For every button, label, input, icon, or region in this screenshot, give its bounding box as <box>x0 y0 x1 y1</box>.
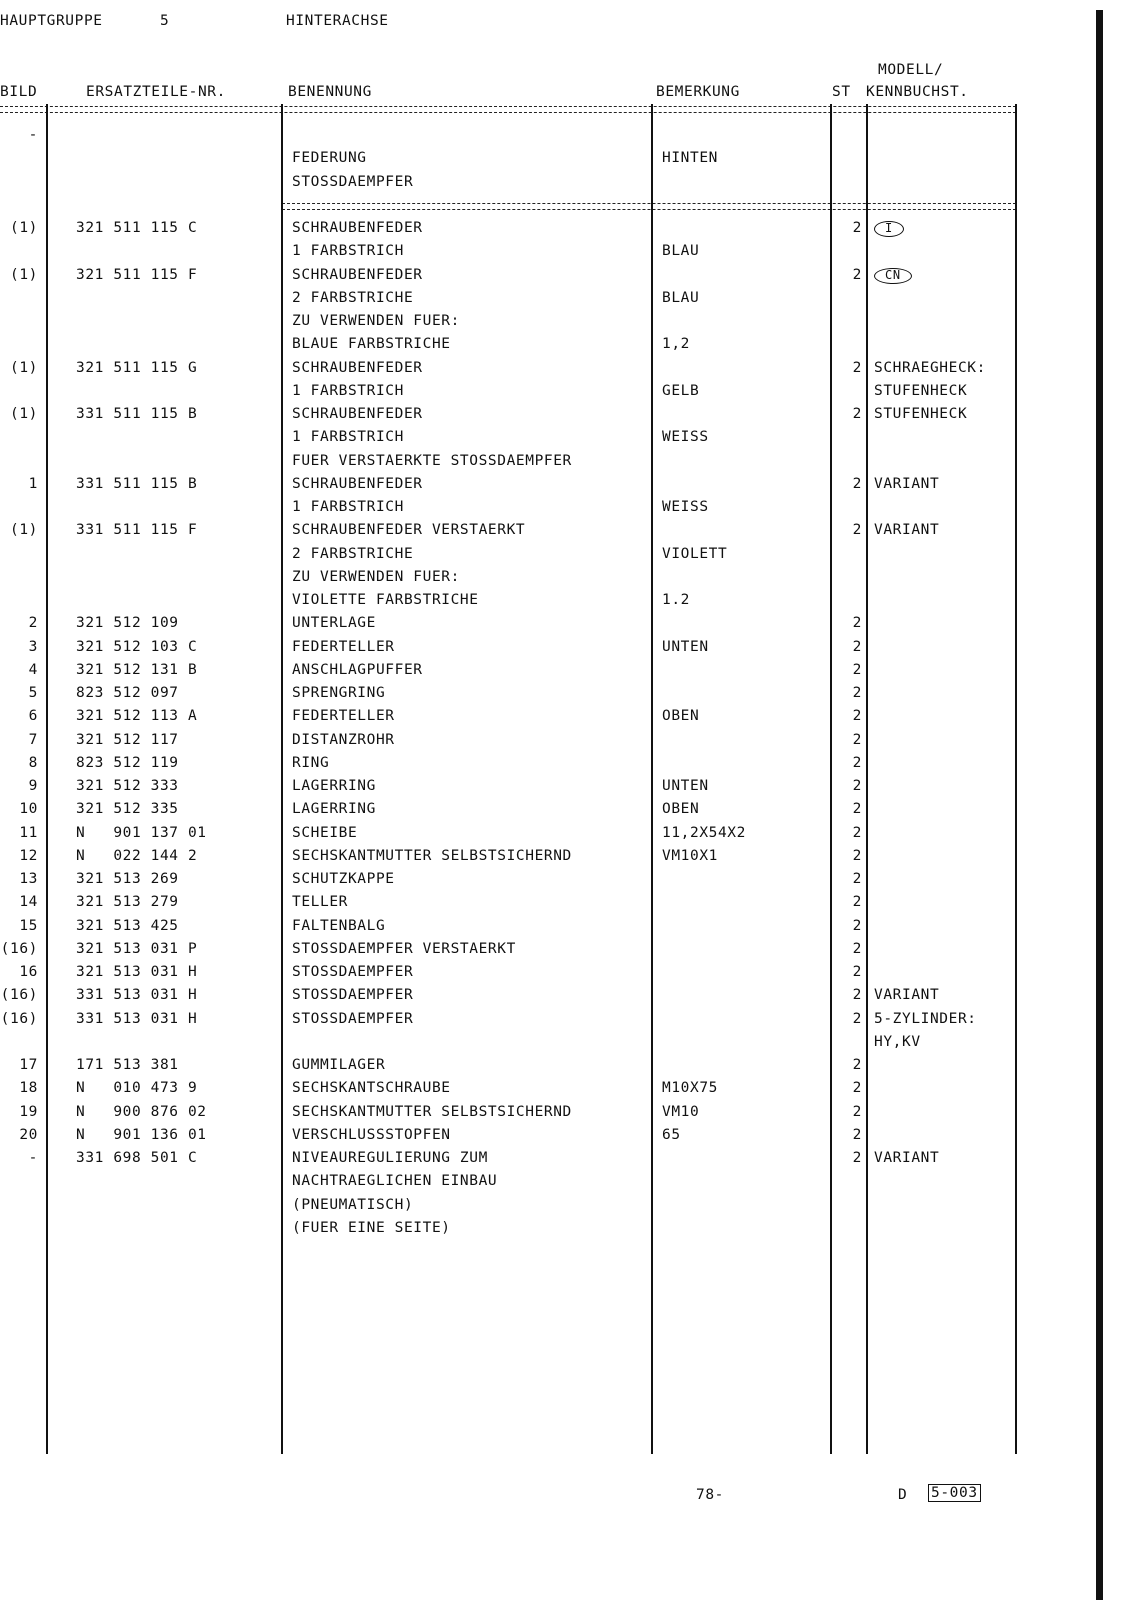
col-header-bemerkung: BEMERKUNG <box>656 84 740 100</box>
quantity-cell: 2 <box>852 1103 862 1120</box>
benennung-cell: 2 FARBSTRICHE <box>292 545 414 562</box>
benennung-cell: LAGERRING <box>292 778 376 794</box>
page-number: 78- <box>696 1487 724 1503</box>
benennung-cell: GUMMILAGER <box>292 1057 386 1073</box>
bild-cell: 15 <box>19 917 38 934</box>
quantity-cell: 2 <box>852 615 862 632</box>
model-cell: STUFENHECK <box>874 382 968 399</box>
quantity-cell: 2 <box>852 220 862 236</box>
bemerkung-cell: UNTEN <box>662 778 709 794</box>
part-number-cell: N 010 473 9 <box>76 1080 198 1097</box>
bild-cell: (1) <box>10 406 38 422</box>
group-number: 5 <box>160 13 170 29</box>
benennung-cell: SCHRAUBENFEDER VERSTAERKT <box>292 522 526 539</box>
model-cell: VARIANT <box>874 987 940 1004</box>
part-number-cell: 321 513 279 <box>76 894 179 911</box>
bild-cell: 10 <box>19 801 38 818</box>
bild-cell: 18 <box>19 1080 38 1097</box>
bild-cell: 4 <box>28 661 38 678</box>
model-code-oval: I <box>874 221 904 237</box>
bild-cell: (1) <box>10 359 38 376</box>
bemerkung-cell: UNTEN <box>662 638 709 655</box>
quantity-cell: 2 <box>852 964 862 980</box>
bild-cell: 7 <box>28 731 38 748</box>
part-number-cell: 321 512 131 B <box>76 661 198 678</box>
quantity-cell: 2 <box>852 778 862 794</box>
part-number-cell: 331 511 115 B <box>76 475 198 492</box>
part-number-cell: 321 513 425 <box>76 917 179 934</box>
part-number-cell: 171 513 381 <box>76 1057 179 1073</box>
part-number-cell: 823 512 097 <box>76 685 179 701</box>
part-number-cell: 331 511 115 B <box>76 406 198 422</box>
part-number-cell: 321 512 103 C <box>76 638 198 655</box>
benennung-cell: SPRENGRING <box>292 685 386 701</box>
bild-cell: 8 <box>28 754 38 771</box>
bemerkung-cell: M10X75 <box>662 1080 718 1097</box>
quantity-cell: 2 <box>852 987 862 1004</box>
bild-cell: 20 <box>19 1126 38 1143</box>
quantity-cell: 2 <box>852 1010 862 1027</box>
benennung-cell: 2 FARBSTRICHE <box>292 289 414 306</box>
part-number-cell: 321 511 115 G <box>76 359 198 376</box>
quantity-cell: 2 <box>852 754 862 771</box>
bild-cell: 11 <box>19 824 38 841</box>
benennung-cell: 1 FARBSTRICH <box>292 382 404 399</box>
bild-cell: 17 <box>19 1057 38 1073</box>
benennung-cell: SCHUTZKAPPE <box>292 871 395 887</box>
benennung-cell: VERSCHLUSSSTOPFEN <box>292 1126 451 1143</box>
part-number-cell: 321 513 269 <box>76 871 179 887</box>
part-number-cell: 331 513 031 H <box>76 1010 198 1027</box>
model-code-oval: CN <box>874 268 912 284</box>
quantity-cell: 2 <box>852 475 862 492</box>
benennung-cell: SCHEIBE <box>292 824 358 841</box>
bemerkung-cell: 65 <box>662 1126 681 1143</box>
col-header-kennbuchst: KENNBUCHST. <box>866 84 969 100</box>
bemerkung-cell: BLAU <box>662 289 700 306</box>
benennung-cell: FEDERUNG <box>292 150 367 167</box>
part-number-cell: N 901 137 01 <box>76 824 207 841</box>
benennung-cell: ZU VERWENDEN FUER: <box>292 313 460 329</box>
bild-cell: (1) <box>10 266 38 283</box>
language-code: D <box>898 1487 908 1503</box>
benennung-cell: DISTANZROHR <box>292 731 395 748</box>
bild-cell: (16) <box>0 987 38 1004</box>
quantity-cell: 2 <box>852 1150 862 1166</box>
bemerkung-cell: VIOLETT <box>662 545 728 562</box>
bild-cell: 9 <box>28 778 38 794</box>
col-header-modell: MODELL/ <box>878 62 944 78</box>
benennung-cell: 1 FARBSTRICH <box>292 429 404 446</box>
benennung-cell: FEDERTELLER <box>292 708 395 725</box>
bemerkung-cell: OBEN <box>662 708 700 725</box>
bild-cell: (1) <box>10 522 38 539</box>
model-cell: HY,KV <box>874 1033 921 1050</box>
benennung-cell: STOSSDAEMPFER <box>292 173 414 190</box>
bild-cell: (16) <box>0 940 38 957</box>
bild-cell: 5 <box>28 685 38 701</box>
model-cell: SCHRAEGHECK: <box>874 359 986 376</box>
bild-cell: 1 <box>28 475 38 492</box>
part-number-cell: 321 512 335 <box>76 801 179 818</box>
model-cell: STUFENHECK <box>874 406 968 422</box>
bemerkung-cell: OBEN <box>662 801 700 818</box>
col-header-bild: BILD <box>0 84 38 100</box>
benennung-cell: SCHRAUBENFEDER <box>292 359 423 376</box>
part-number-cell: 823 512 119 <box>76 754 179 771</box>
bemerkung-cell: 11,2X54X2 <box>662 824 746 841</box>
part-number-cell: N 022 144 2 <box>76 847 198 864</box>
part-number-cell: 321 512 113 A <box>76 708 198 725</box>
benennung-cell: ZU VERWENDEN FUER: <box>292 568 460 585</box>
benennung-cell: SCHRAUBENFEDER <box>292 406 423 422</box>
part-number-cell: N 901 136 01 <box>76 1126 207 1143</box>
bild-cell: - <box>28 1150 38 1166</box>
benennung-cell: VIOLETTE FARBSTRICHE <box>292 592 479 608</box>
group-label: HAUPTGRUPPE <box>0 13 103 29</box>
quantity-cell: 2 <box>852 894 862 911</box>
col-header-benennung: BENENNUNG <box>288 84 372 100</box>
quantity-cell: 2 <box>852 731 862 748</box>
bild-cell: 6 <box>28 708 38 725</box>
document-reference <box>928 1484 981 1502</box>
bemerkung-cell: GELB <box>662 382 700 399</box>
bild-cell: 19 <box>19 1103 38 1120</box>
bild-cell: 14 <box>19 894 38 911</box>
bemerkung-cell: HINTEN <box>662 150 718 167</box>
benennung-cell: UNTERLAGE <box>292 615 376 632</box>
benennung-cell: 1 FARBSTRICH <box>292 243 404 260</box>
part-number-cell: 321 513 031 H <box>76 964 198 980</box>
benennung-cell: SCHRAUBENFEDER <box>292 266 423 283</box>
bemerkung-cell: WEISS <box>662 499 709 515</box>
quantity-cell: 2 <box>852 661 862 678</box>
col-header-nr: ERSATZTEILE-NR. <box>86 84 226 100</box>
bemerkung-cell: VM10 <box>662 1103 700 1120</box>
quantity-cell: 2 <box>852 801 862 818</box>
quantity-cell: 2 <box>852 1080 862 1097</box>
benennung-cell: FUER VERSTAERKTE STOSSDAEMPFER <box>292 452 572 469</box>
bild-cell: 16 <box>19 964 38 980</box>
benennung-cell: NACHTRAEGLICHEN EINBAU <box>292 1173 498 1190</box>
part-number-cell: N 900 876 02 <box>76 1103 207 1120</box>
part-number-cell: 331 513 031 H <box>76 987 198 1004</box>
page-edge-bar <box>1096 10 1103 1600</box>
part-number-cell: 321 512 109 <box>76 615 179 632</box>
quantity-cell: 2 <box>852 359 862 376</box>
benennung-cell: FALTENBALG <box>292 917 386 934</box>
benennung-cell: LAGERRING <box>292 801 376 818</box>
part-number-cell: 321 511 115 F <box>76 266 198 283</box>
bemerkung-cell: 1.2 <box>662 592 690 608</box>
benennung-cell: SECHSKANTSCHRAUBE <box>292 1080 451 1097</box>
benennung-cell: SCHRAUBENFEDER <box>292 220 423 236</box>
bild-cell: 2 <box>28 615 38 632</box>
bemerkung-cell: WEISS <box>662 429 709 446</box>
quantity-cell: 2 <box>852 266 862 283</box>
bild-cell: (16) <box>0 1010 38 1027</box>
part-number-cell: 321 512 117 <box>76 731 179 748</box>
benennung-cell: TELLER <box>292 894 348 911</box>
document-reference-box: 5-003 <box>928 1484 981 1502</box>
quantity-cell: 2 <box>852 847 862 864</box>
bild-cell: (1) <box>10 220 38 236</box>
model-cell: VARIANT <box>874 522 940 539</box>
benennung-cell: STOSSDAEMPFER <box>292 987 414 1004</box>
bild-cell: 3 <box>28 638 38 655</box>
benennung-cell: STOSSDAEMPFER <box>292 1010 414 1027</box>
part-number-cell: 321 513 031 P <box>76 940 198 957</box>
benennung-cell: ANSCHLAGPUFFER <box>292 661 423 678</box>
col-header-st: ST <box>832 84 851 100</box>
benennung-cell: (PNEUMATISCH) <box>292 1196 414 1213</box>
benennung-cell: NIVEAUREGULIERUNG ZUM <box>292 1150 488 1166</box>
benennung-cell: RING <box>292 754 330 771</box>
quantity-cell: 2 <box>852 406 862 422</box>
bild-cell: 13 <box>19 871 38 887</box>
quantity-cell: 2 <box>852 685 862 701</box>
quantity-cell: 2 <box>852 824 862 841</box>
quantity-cell: 2 <box>852 1126 862 1143</box>
bemerkung-cell: VM10X1 <box>662 847 718 864</box>
part-number-cell: 331 511 115 F <box>76 522 198 539</box>
quantity-cell: 2 <box>852 708 862 725</box>
bild-cell: 12 <box>19 847 38 864</box>
model-cell: VARIANT <box>874 1150 940 1166</box>
model-cell: 5-ZYLINDER: <box>874 1010 977 1027</box>
part-number-cell: 321 511 115 C <box>76 220 198 236</box>
benennung-cell: (FUER EINE SEITE) <box>292 1219 451 1236</box>
bemerkung-cell: BLAU <box>662 243 700 260</box>
quantity-cell: 2 <box>852 871 862 887</box>
quantity-cell: 2 <box>852 917 862 934</box>
model-cell: VARIANT <box>874 475 940 492</box>
benennung-cell: SECHSKANTMUTTER SELBSTSICHERND <box>292 1103 572 1120</box>
benennung-cell: STOSSDAEMPFER <box>292 964 414 980</box>
benennung-cell: FEDERTELLER <box>292 638 395 655</box>
bemerkung-cell: 1,2 <box>662 336 690 353</box>
bild-cell: - <box>28 127 38 143</box>
benennung-cell: 1 FARBSTRICH <box>292 499 404 515</box>
benennung-cell: SECHSKANTMUTTER SELBSTSICHERND <box>292 847 572 864</box>
benennung-cell: BLAUE FARBSTRICHE <box>292 336 451 353</box>
group-title: HINTERACHSE <box>286 13 389 29</box>
quantity-cell: 2 <box>852 522 862 539</box>
benennung-cell: SCHRAUBENFEDER <box>292 475 423 492</box>
quantity-cell: 2 <box>852 638 862 655</box>
benennung-cell: STOSSDAEMPFER VERSTAERKT <box>292 940 516 957</box>
part-number-cell: 321 512 333 <box>76 778 179 794</box>
part-number-cell: 331 698 501 C <box>76 1150 198 1166</box>
quantity-cell: 2 <box>852 1057 862 1073</box>
quantity-cell: 2 <box>852 940 862 957</box>
